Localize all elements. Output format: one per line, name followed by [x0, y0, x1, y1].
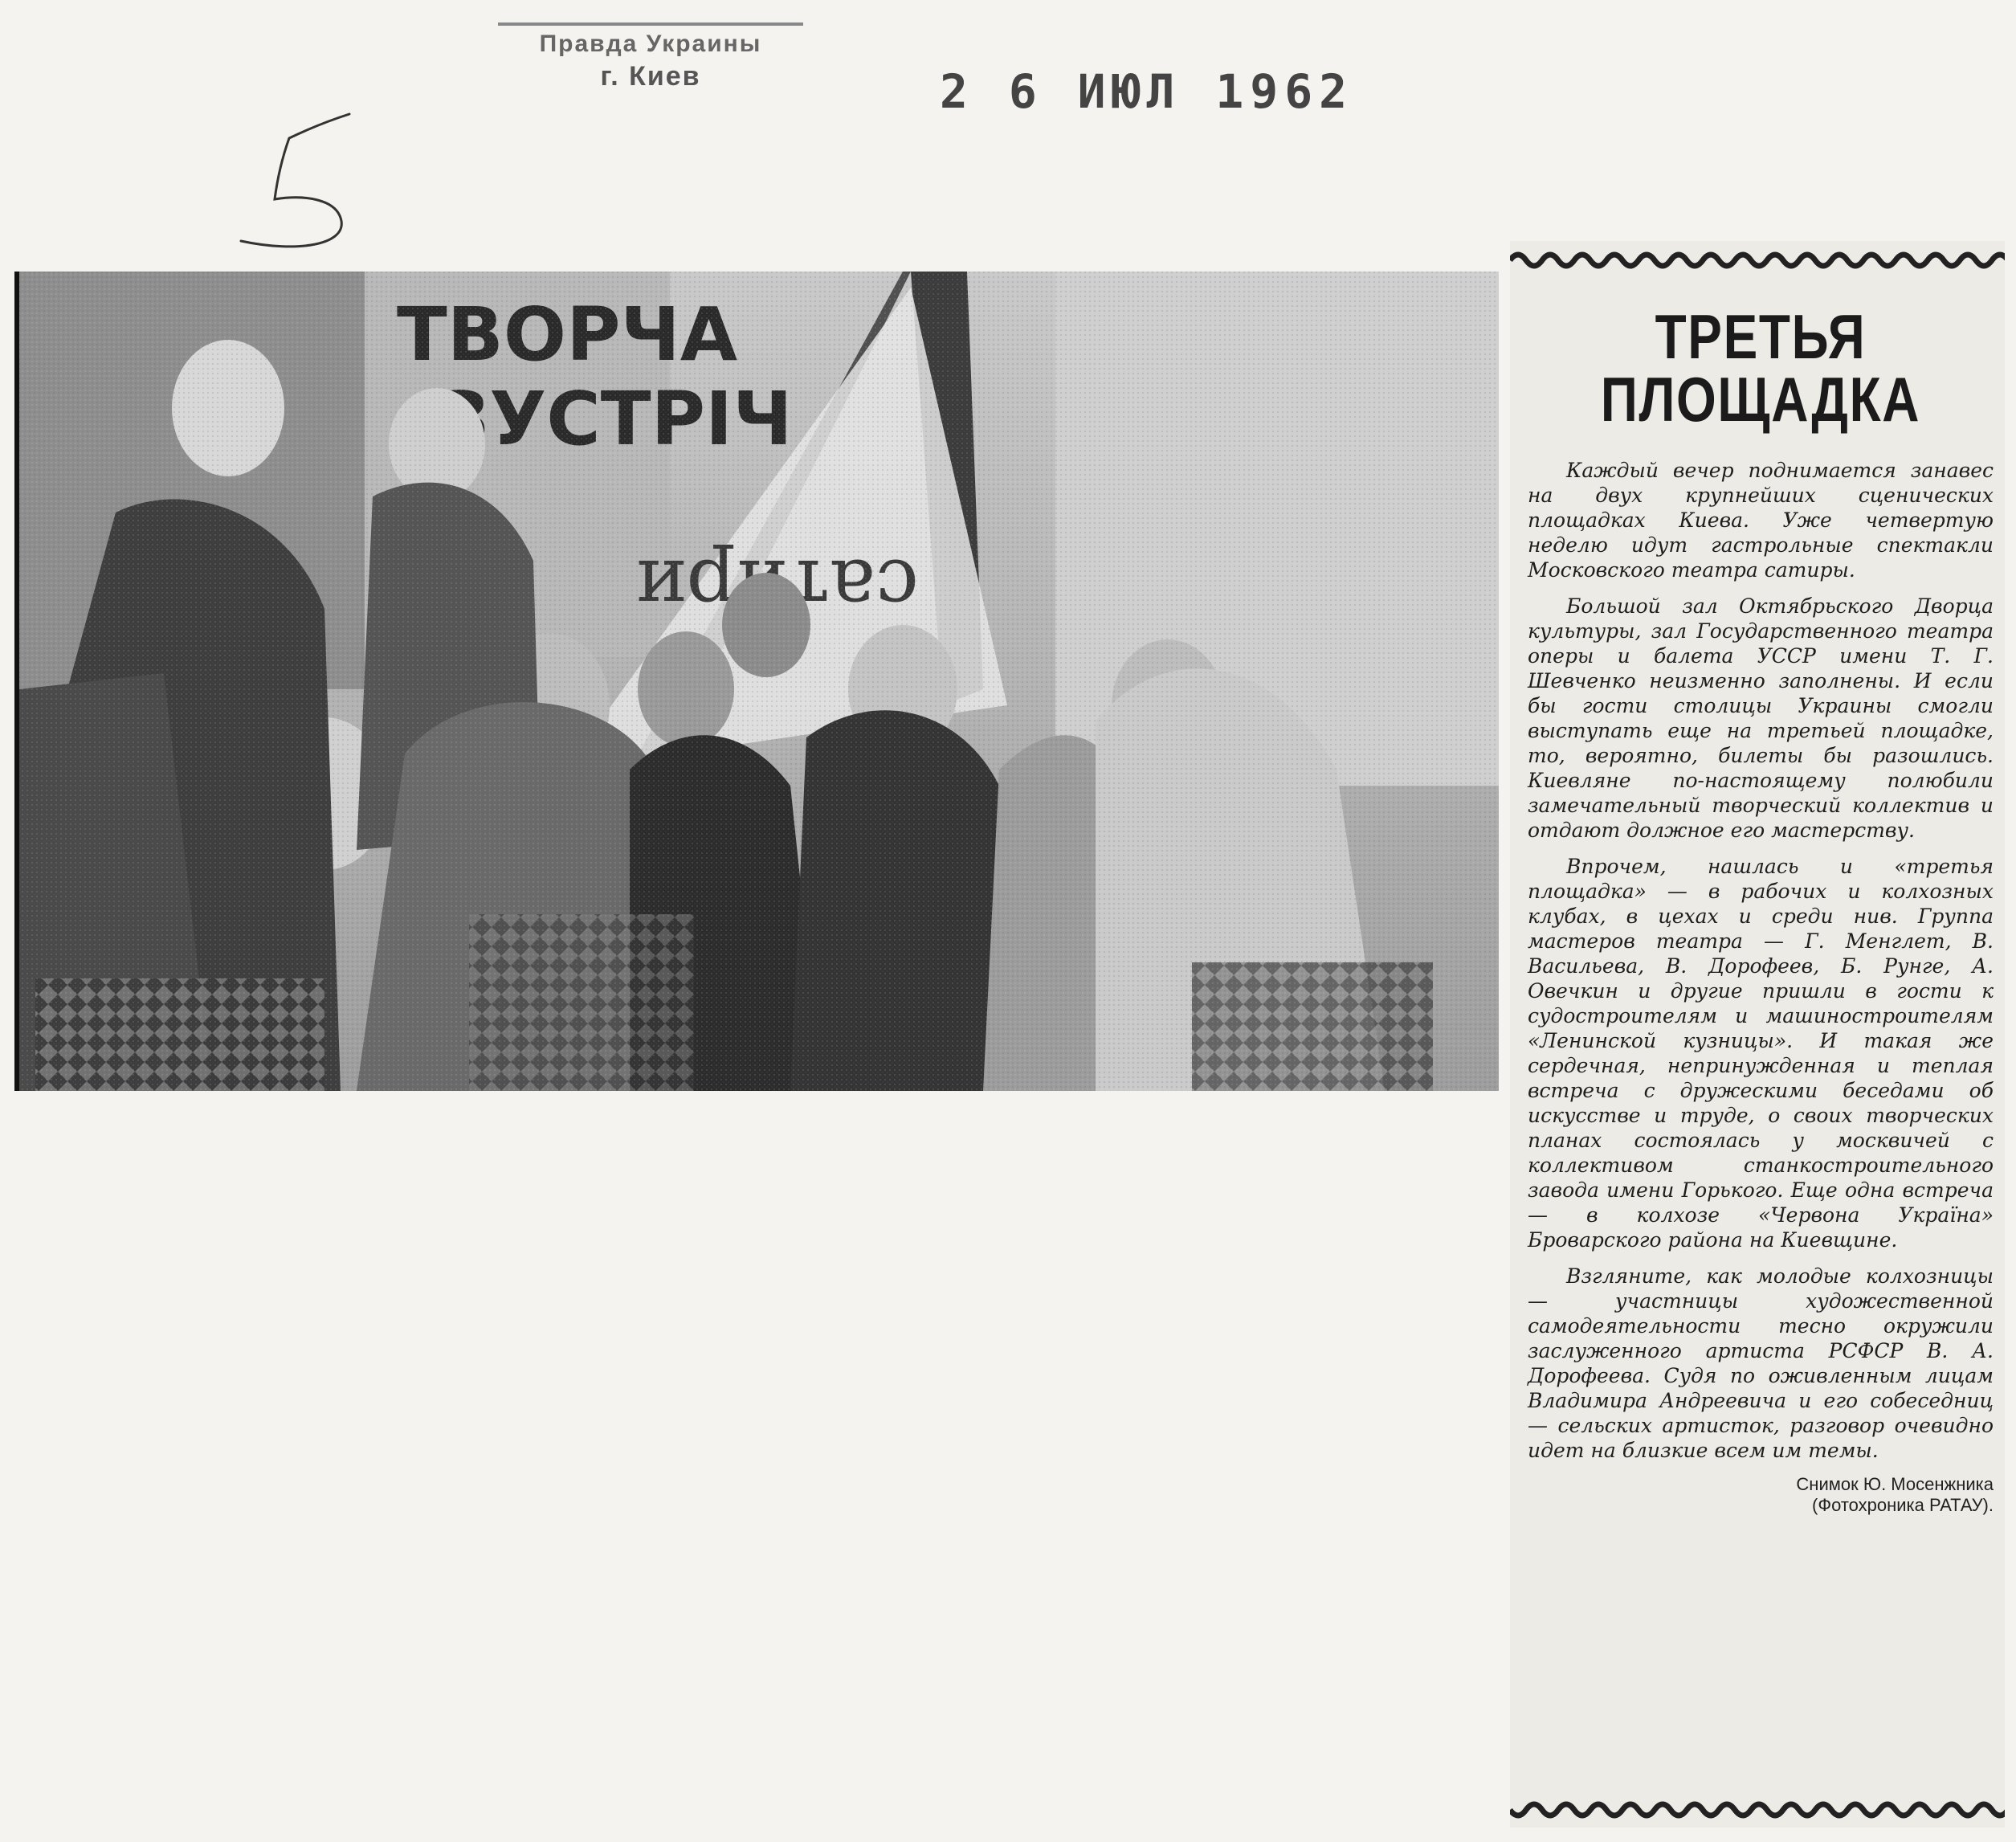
bottom-wavy-border [1510, 1795, 2005, 1828]
headline-line-2: ПЛОЩАДКА [1600, 364, 1921, 435]
photo-image [19, 272, 1499, 1091]
paragraph: Каждый вечер поднимается занавес на двух крупнейших сценических площадках Киева. Уже четвертую неделю идут гастрольные спектакли Московского театра сатиры. [1528, 459, 1994, 582]
article-body [1528, 458, 1994, 1463]
newspaper-name: Правда Украины [539, 31, 762, 57]
stamp-rule [498, 22, 803, 26]
date-stamp: 2 6 ИЮЛ 1962 [940, 64, 1354, 119]
credit-line-2: (Фотохроника РАТАУ). [1812, 1495, 1994, 1515]
article-column [1510, 241, 2005, 1828]
headline-line-1: ТРЕТЬЯ [1655, 301, 1867, 372]
paragraph: Большой зал Октябрьского Дворца культуры, зал Государственного театра оперы и балета УССР имени Т. Г. Шевченко неизменно заполнены. И если бы гости столицы Украины смогли выступать еще на третьей площадке, то, вероятно, билеты бы разошлись. Киевляне по-настоящему полюбили замечательный творческий коллектив и отдают должное его мастерству. [1528, 594, 1994, 842]
credit-line-1: Снимок Ю. Мосенжника [1796, 1474, 1994, 1494]
handwritten-number-mark [233, 104, 369, 257]
news-photo [14, 272, 1499, 1091]
city-name: г. Киев [600, 61, 701, 92]
source-stamp [466, 22, 835, 92]
paragraph: Взгляните, как молодые колхозницы — участницы художественной самодеятельности тесно окружили заслуженного артиста РСФСР В. А. Дорофеева. Судя по оживленным лицам Владимира Андреевича и его собеседниц — сельских артисток, разговор очевидно идет на близкие всем им темы. [1528, 1264, 1994, 1462]
article-headline [1569, 301, 1952, 435]
paragraph: Впрочем, нашлась и «третья площадка» — в рабочих и колхозных клубах, в цехах и среди нив. Группа мастеров театра — Г. Менглет, В. Васильева, В. Дорофеев, Б. Рунге, А. Овечкин и другие пришли в гости к судостроителям и машиностроителям «Ленинской кузницы». И такая же сердечная, непринужденная и теплая встреча с дружескими беседами об искусстве и труде, о своих творческих планах состоялась у москвичей с коллективом станкостроительного завода имени Горького. Еще одна встреча — в колхозе «Червона Україна» Броварского района на Киевщине. [1528, 855, 1994, 1252]
top-wavy-border [1510, 241, 2005, 273]
article-content [1528, 273, 1994, 1516]
photo-credit [1528, 1474, 1994, 1516]
